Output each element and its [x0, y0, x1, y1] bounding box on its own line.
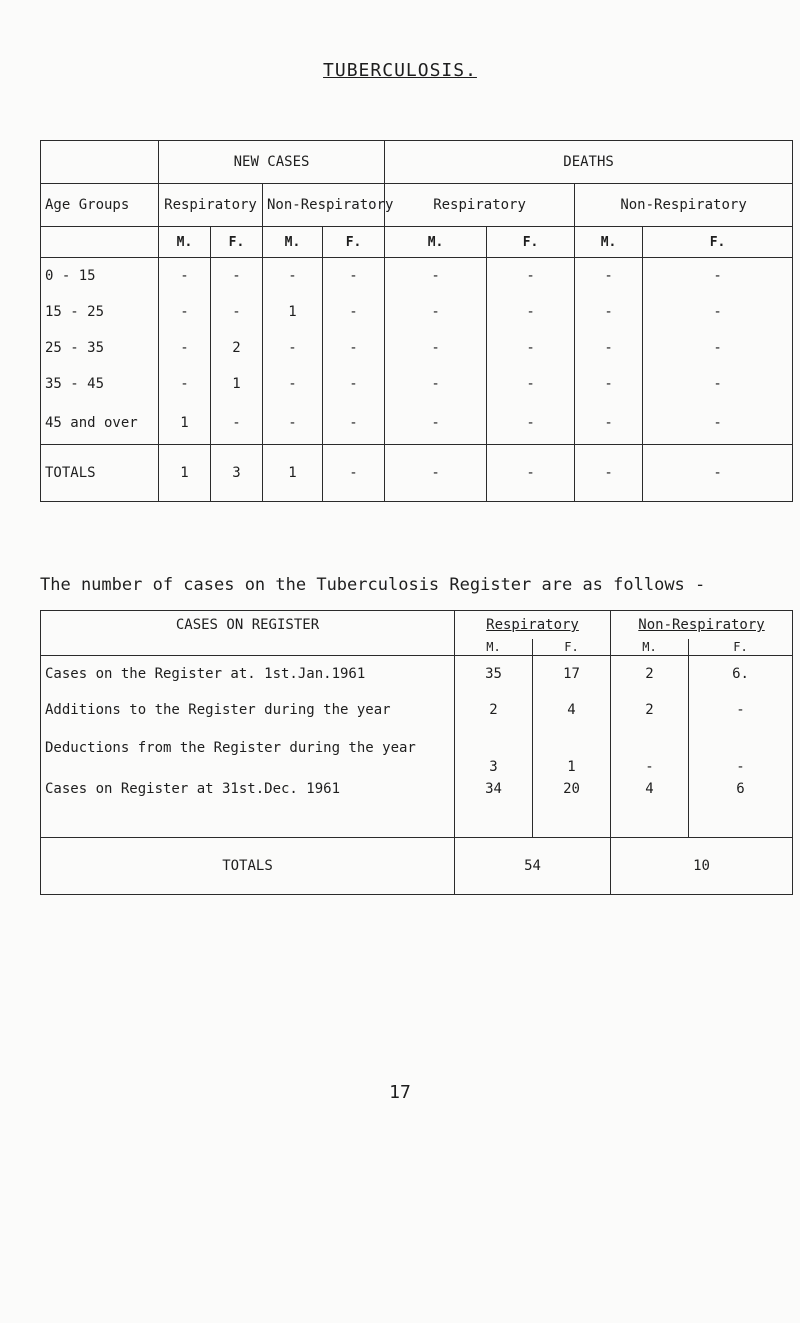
- table-cell: -: [643, 366, 793, 402]
- table-cell: -: [575, 402, 643, 445]
- table-cell: -: [643, 330, 793, 366]
- table-cell: -: [689, 740, 793, 781]
- table-cell: -: [487, 330, 575, 366]
- table-cell: -: [211, 294, 263, 330]
- table-cell: -: [689, 696, 793, 740]
- totals-row: [41, 445, 793, 502]
- group-deaths: DEATHS: [385, 141, 793, 184]
- age-groups-table: [40, 140, 793, 502]
- total-cell: 1: [263, 445, 323, 502]
- table-cell: 3: [455, 740, 533, 781]
- table-cell: -: [159, 330, 211, 366]
- table-cell: -: [323, 294, 385, 330]
- table-cell: -: [159, 294, 211, 330]
- table-cell: -: [385, 402, 487, 445]
- sub-header-m: M.: [611, 639, 689, 656]
- new-non-respiratory-header: Non-Respiratory: [263, 184, 385, 227]
- table-cell: 6.: [689, 656, 793, 696]
- table-cell: -: [211, 258, 263, 295]
- row-label: Cases on the Register at. 1st.Jan.1961: [41, 656, 455, 696]
- table-cell: -: [643, 258, 793, 295]
- total-cell: -: [575, 445, 643, 502]
- deaths-non-respiratory-header: Non-Respiratory: [575, 184, 793, 227]
- table-cell: -: [575, 294, 643, 330]
- table-row: [41, 740, 793, 781]
- table-cell: -: [385, 330, 487, 366]
- table-row: [41, 366, 793, 402]
- table-cell: -: [385, 258, 487, 295]
- sub-header-f: F.: [211, 227, 263, 258]
- table-cell: 34: [455, 781, 533, 838]
- age-groups-header: Age Groups: [41, 184, 159, 227]
- sub-header-m: M.: [385, 227, 487, 258]
- total-cell: -: [487, 445, 575, 502]
- table-cell: 1: [211, 366, 263, 402]
- table-cell: 17: [533, 656, 611, 696]
- table-cell: -: [611, 740, 689, 781]
- table-cell: -: [385, 294, 487, 330]
- age-group-label: 35 - 45: [41, 366, 159, 402]
- table-cell: 20: [533, 781, 611, 838]
- table-cell: 2: [211, 330, 263, 366]
- group-new-cases: NEW CASES: [159, 141, 385, 184]
- totals-row: [41, 837, 793, 894]
- age-group-label: 25 - 35: [41, 330, 159, 366]
- table-cell: -: [575, 366, 643, 402]
- sub-header-f: F.: [643, 227, 793, 258]
- table-row: [41, 330, 793, 366]
- row-label: Additions to the Register during the year: [41, 696, 455, 740]
- table-cell: -: [323, 402, 385, 445]
- sub-header-f: F.: [533, 639, 611, 656]
- table-cell: -: [263, 402, 323, 445]
- table-cell: -: [263, 366, 323, 402]
- table-cell: -: [487, 402, 575, 445]
- table-cell: -: [323, 258, 385, 295]
- table-cell: 1: [159, 402, 211, 445]
- table-cell: -: [385, 366, 487, 402]
- sub-header-m: M.: [159, 227, 211, 258]
- table-cell: 2: [611, 696, 689, 740]
- table-cell: -: [575, 258, 643, 295]
- row-label: Cases on Register at 31st.Dec. 1961: [41, 781, 455, 838]
- table-cell: -: [643, 294, 793, 330]
- table-cell: -: [159, 258, 211, 295]
- cases-on-register-table: [40, 610, 793, 895]
- non-respiratory-header: Non-Respiratory: [611, 611, 793, 640]
- table-cell: -: [159, 366, 211, 402]
- totals-label: TOTALS: [41, 445, 159, 502]
- total-cell: -: [385, 445, 487, 502]
- table-cell: 1: [533, 740, 611, 781]
- sub-header-m: M.: [575, 227, 643, 258]
- table-cell: -: [575, 330, 643, 366]
- respiratory-header: Respiratory: [455, 611, 611, 640]
- new-respiratory-header: Respiratory: [159, 184, 263, 227]
- table-row: [41, 258, 793, 295]
- age-group-label: 45 and over: [41, 402, 159, 445]
- table-cell: -: [263, 258, 323, 295]
- table-row: [41, 696, 793, 740]
- table-cell: -: [487, 258, 575, 295]
- sub-header-f: F.: [689, 639, 793, 656]
- deaths-respiratory-header: Respiratory: [385, 184, 575, 227]
- total-cell: 3: [211, 445, 263, 502]
- blank-sub-header: [41, 227, 159, 258]
- corner-cell: [41, 141, 159, 184]
- table-cell: -: [487, 294, 575, 330]
- respiratory-total: 54: [455, 837, 611, 894]
- page-number: 17: [389, 1082, 411, 1103]
- table-row: [41, 294, 793, 330]
- table-row: [41, 781, 793, 838]
- sub-header-m: M.: [455, 639, 533, 656]
- table-row: [41, 402, 793, 445]
- table-cell: 2: [611, 656, 689, 696]
- table-cell: -: [323, 330, 385, 366]
- age-group-label: 0 - 15: [41, 258, 159, 295]
- total-cell: -: [323, 445, 385, 502]
- table-cell: 4: [611, 781, 689, 838]
- table-cell: -: [211, 402, 263, 445]
- non-respiratory-total: 10: [611, 837, 793, 894]
- cases-on-register-header: CASES ON REGISTER: [41, 611, 455, 640]
- total-cell: 1: [159, 445, 211, 502]
- sub-header-f: F.: [487, 227, 575, 258]
- sub-header-f: F.: [323, 227, 385, 258]
- register-note: The number of cases on the Tuberculosis Register are as follows -: [40, 575, 706, 595]
- table-cell: 4: [533, 696, 611, 740]
- age-group-label: 15 - 25: [41, 294, 159, 330]
- table-cell: 6: [689, 781, 793, 838]
- totals-label: TOTALS: [41, 837, 455, 894]
- total-cell: -: [643, 445, 793, 502]
- table-cell: 35: [455, 656, 533, 696]
- table-cell: -: [487, 366, 575, 402]
- table-row: [41, 656, 793, 696]
- sub-header-m: M.: [263, 227, 323, 258]
- table-cell: -: [643, 402, 793, 445]
- table-cell: -: [323, 366, 385, 402]
- page-title: TUBERCULOSIS.: [323, 60, 477, 81]
- table-cell: -: [263, 330, 323, 366]
- blank-sub-header: [41, 639, 455, 656]
- table-cell: 2: [455, 696, 533, 740]
- row-label: Deductions from the Register during the year: [41, 740, 455, 781]
- table-cell: 1: [263, 294, 323, 330]
